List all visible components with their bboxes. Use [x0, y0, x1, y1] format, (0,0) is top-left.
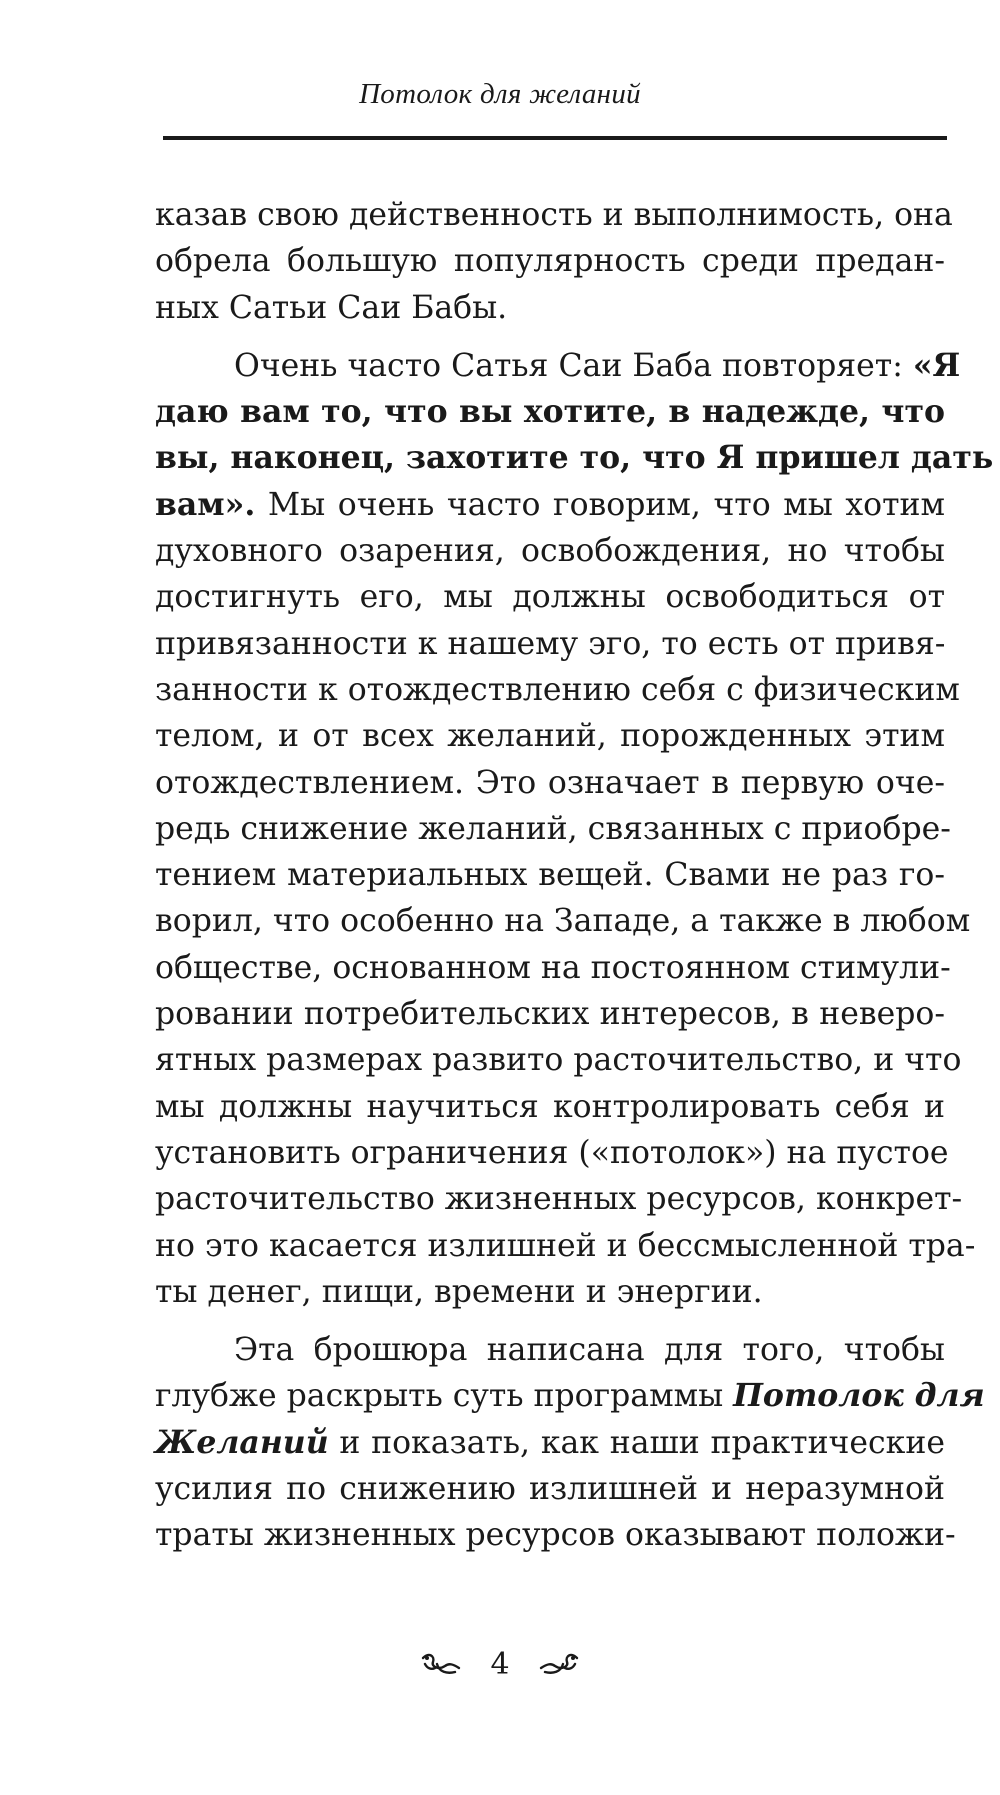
- text-line: обществе, основанном на постоянном стимули-: [155, 949, 951, 986]
- text-line: занности к отождествлению себя с физическим: [155, 671, 960, 708]
- text-line: глубже раскрыть суть программы Потолок для: [155, 1377, 985, 1415]
- text-line: тением материальных вещей. Свами не раз го-: [155, 857, 945, 894]
- left-ornament-icon: [419, 1650, 463, 1678]
- text-line: расточительство жизненных ресурсов, конкрет-: [155, 1181, 963, 1218]
- running-header: Потолок для желаний: [359, 78, 641, 110]
- page-footer: [0, 1645, 1000, 1682]
- text-line: ты денег, пищи, времени и энергии.: [155, 1273, 763, 1310]
- text-line: казав свою действенность и выполнимость, она: [155, 197, 953, 233]
- right-ornament-icon: [537, 1650, 581, 1678]
- program-title-emphasis: Желаний: [155, 1423, 329, 1461]
- text-line: Желаний и показать, как наши практические: [155, 1423, 945, 1461]
- text-line: отождествлением. Это означает в первую оче-: [155, 764, 945, 801]
- text-line: мы должны научиться контролировать себя и: [155, 1088, 945, 1125]
- text-line: ятных размерах развито расточительство, и что: [155, 1042, 962, 1079]
- text-line: телом, и от всех желаний, порожденных этим: [155, 718, 945, 755]
- text-line: но это касается излишней и бессмысленной тра-: [155, 1227, 976, 1264]
- text-line: ных Сатьи Саи Бабы.: [155, 289, 508, 326]
- text-line: вам». Мы очень часто говорим, что мы хотим: [155, 485, 945, 523]
- text-line: ворил, что особенно на Западе, а также в любом: [155, 903, 971, 940]
- program-title-emphasis: Потолок для: [733, 1377, 985, 1415]
- text-line: [155, 435, 994, 481]
- quote-emphasis: даю вам то, что вы хотите, в надежде, что: [155, 393, 945, 431]
- text-line: [155, 389, 945, 435]
- body-text: [155, 192, 994, 1559]
- text-line: духовного озарения, освобождения, но чтобы: [155, 533, 945, 570]
- text-line: ровании потребительских интересов, в неверо-: [155, 996, 945, 1033]
- text-line: траты жизненных ресурсов оказывают положи-: [155, 1517, 956, 1554]
- paragraph-gap: [155, 1315, 945, 1327]
- quote-emphasis: вы, наконец, захотите то, что Я пришел дать: [155, 439, 994, 477]
- text-line: установить ограничения («потолок») на пустое: [155, 1134, 949, 1171]
- text-line: достигнуть его, мы должны освободиться от: [155, 579, 945, 616]
- text-line: обрела большую популярность среди предан-: [155, 243, 945, 280]
- paragraph-gap: [155, 331, 945, 343]
- quote-emphasis: вам».: [155, 485, 256, 523]
- text-line: привязанности к нашему эго, то есть от привя-: [155, 625, 946, 662]
- text-line: Очень часто Сатья Саи Баба повторяет: «Я: [234, 346, 961, 384]
- text-line: усилия по снижению излишней и неразумной: [155, 1471, 945, 1508]
- header-rule: [163, 136, 947, 140]
- quote-emphasis: «Я: [912, 346, 961, 384]
- text-line: Эта брошюра написана для того, чтобы: [234, 1332, 945, 1369]
- page-number: 4: [490, 1646, 510, 1682]
- text-line: редь снижение желаний, связанных с приобре-: [155, 810, 951, 847]
